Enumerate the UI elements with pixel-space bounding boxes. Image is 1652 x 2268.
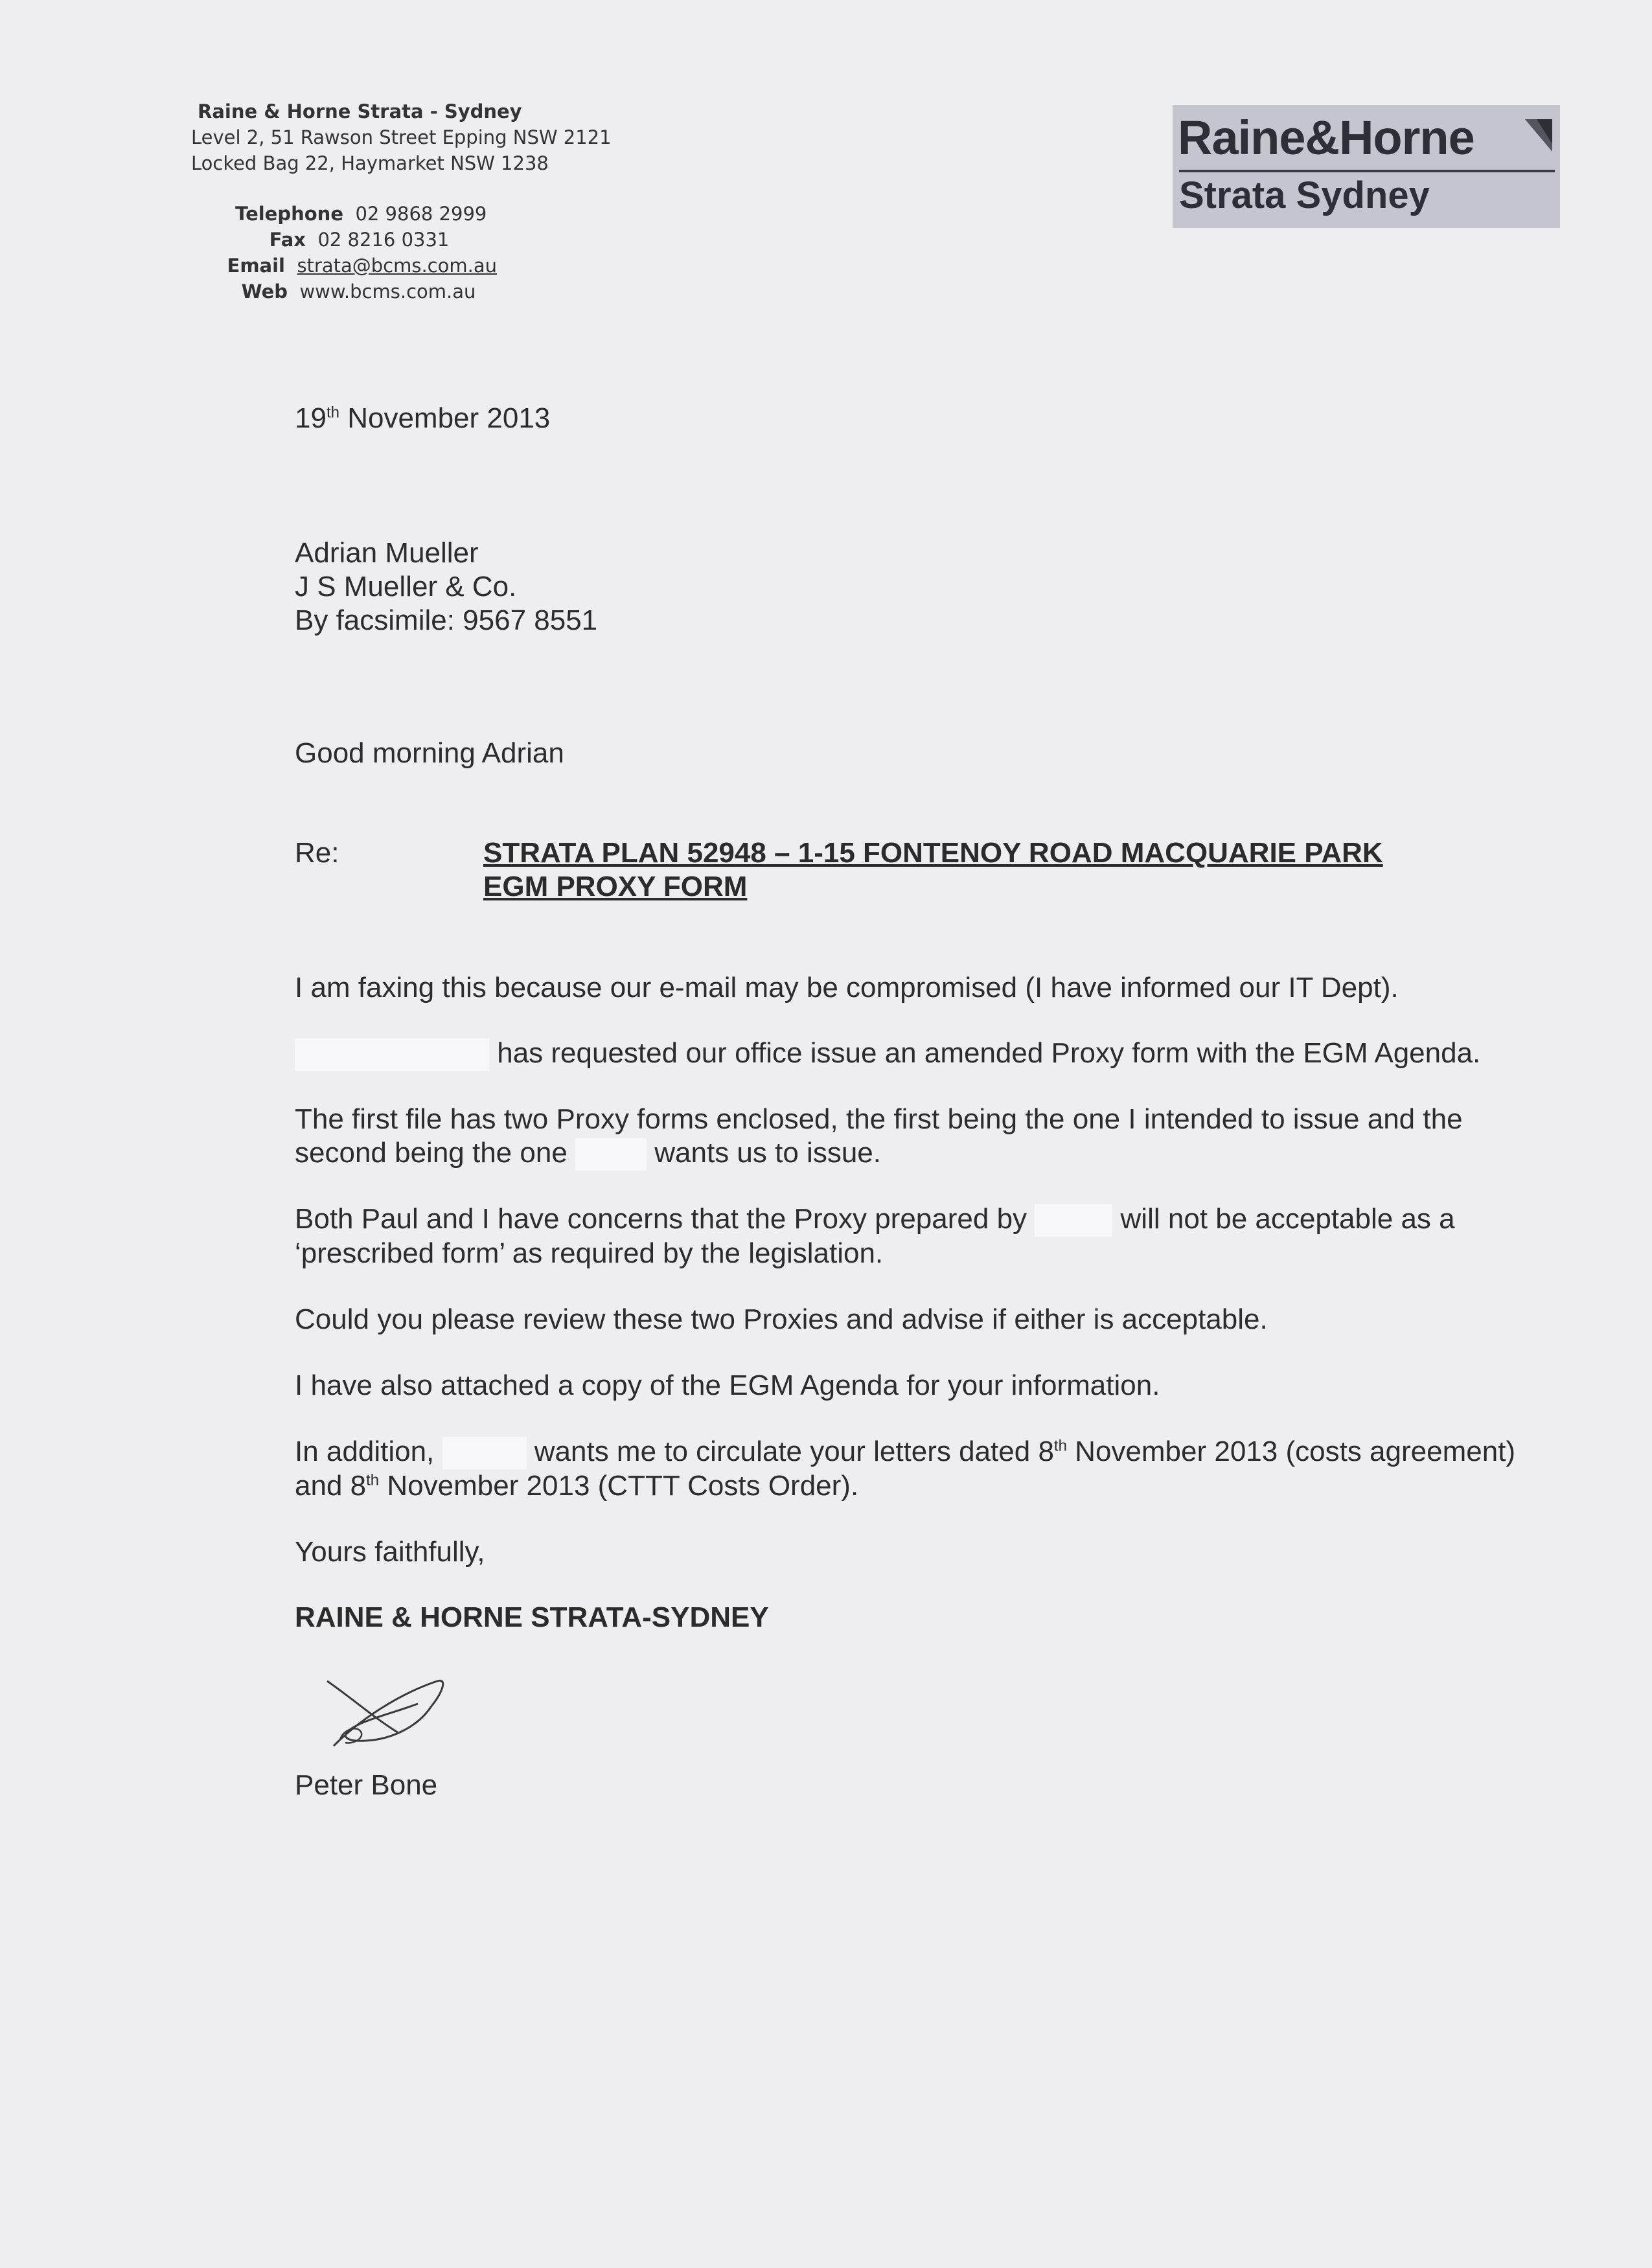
paragraph-7: In addition, wants me to circulate your letters dated 8th November 2013 (costs agreement) and 8th November 2013 (CTTT Costs Order). bbox=[295, 1436, 1516, 1502]
logo-rule bbox=[1179, 170, 1555, 172]
sender-address-line1: Level 2, 51 Rawson Street Epping NSW 2121 bbox=[191, 126, 612, 148]
paragraph-2: has requested our office issue an amended Proxy form with the EGM Agenda. bbox=[295, 1037, 1480, 1071]
paragraph-3: The first file has two Proxy forms enclosed, the first being the one I intended to issue and the second being the one wants us to issue. bbox=[295, 1103, 1463, 1171]
telephone-number: 02 9868 2999 bbox=[355, 203, 487, 225]
email-link[interactable]: strata@bcms.com.au bbox=[297, 255, 497, 277]
recipient-name: Adrian Mueller bbox=[295, 537, 479, 569]
paragraph-6: I have also attached a copy of the EGM Agenda for your information. bbox=[295, 1369, 1160, 1401]
sender-name: Raine & Horne Strata - Sydney bbox=[198, 100, 522, 122]
greeting: Good morning Adrian bbox=[295, 737, 564, 769]
redaction bbox=[295, 1038, 489, 1071]
subject-block bbox=[483, 836, 1383, 904]
redaction bbox=[575, 1138, 647, 1171]
sender-block bbox=[191, 98, 612, 176]
closing: Yours faithfully, bbox=[295, 1536, 485, 1568]
fax-number: 02 8216 0331 bbox=[317, 229, 450, 251]
subject-label: Re: bbox=[295, 837, 339, 869]
recipient-company: J S Mueller & Co. bbox=[295, 571, 517, 602]
subject-line2: EGM PROXY FORM bbox=[483, 871, 748, 902]
web-label: Web bbox=[241, 281, 288, 303]
logo-line1: Raine&Horne bbox=[1178, 111, 1474, 165]
company-signature: RAINE & HORNE STRATA-SYDNEY bbox=[295, 1601, 769, 1633]
web-address: www.bcms.com.au bbox=[299, 281, 476, 303]
sender-address-line2: Locked Bag 22, Haymarket NSW 1238 bbox=[191, 152, 549, 174]
paragraph-5: Could you please review these two Proxies and advise if either is acceptable. bbox=[295, 1303, 1268, 1335]
redaction bbox=[442, 1437, 527, 1469]
paragraph-1: I am faxing this because our e-mail may be compromised (I have informed our IT Dept). bbox=[295, 972, 1399, 1003]
logo-line2: Strata Sydney bbox=[1179, 174, 1430, 216]
recipient-fax: By facsimile: 9567 8551 bbox=[295, 604, 598, 636]
redaction bbox=[1035, 1204, 1112, 1237]
subject-line1: STRATA PLAN 52948 – 1-15 FONTENOY ROAD MACQUARIE PARK bbox=[483, 837, 1383, 869]
signatory-name: Peter Bone bbox=[295, 1769, 438, 1801]
recipient-block bbox=[295, 536, 597, 637]
email-label: Email bbox=[227, 255, 285, 277]
fax-label: Fax bbox=[269, 229, 306, 251]
logo-mark-icon bbox=[1522, 118, 1554, 155]
company-logo bbox=[1173, 105, 1560, 228]
contact-block bbox=[220, 201, 497, 304]
signature-image bbox=[321, 1668, 450, 1765]
letter-date: 19th November 2013 bbox=[295, 402, 551, 434]
paragraph-4: Both Paul and I have concerns that the Proxy prepared by will not be acceptable as a ‘prescribed form’ as required by the legislation. bbox=[295, 1203, 1455, 1270]
telephone-label: Telephone bbox=[235, 203, 343, 225]
